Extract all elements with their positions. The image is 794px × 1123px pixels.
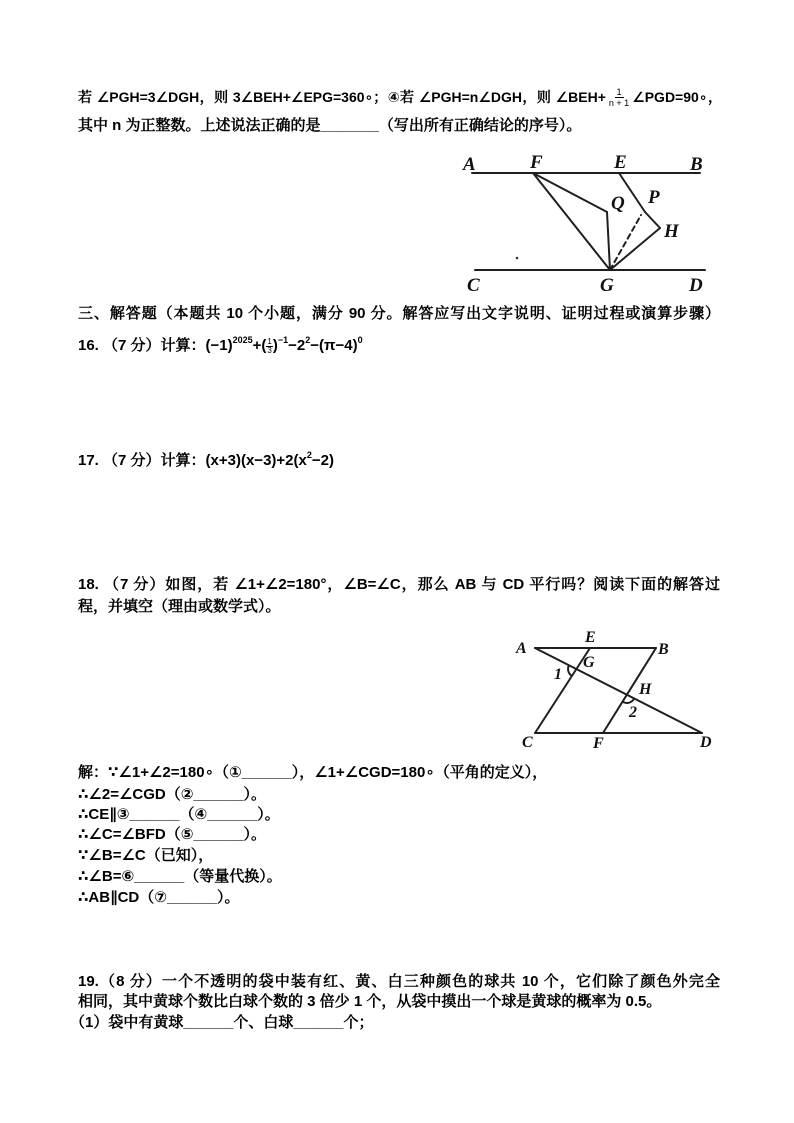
q16-term2-close: ) [272, 337, 278, 354]
q15-fraction [607, 87, 631, 108]
q16-term2-open: +( [252, 337, 267, 354]
point-label-q: Q [611, 193, 625, 214]
q17-label: 17. （7 分）计算： [78, 452, 206, 469]
solution-step-4: ∴∠C=∠BFD（⑤______）。 [78, 826, 267, 843]
point-label-c: C [467, 275, 480, 296]
q16-term4-base: −(π−4) [310, 337, 358, 354]
point-label-d: D [689, 275, 703, 296]
q17-expression-part1: (x+3)(x−3)+2(x [205, 452, 307, 469]
solution-step-6: ∴∠B=⑥______（等量代换）。 [78, 868, 282, 885]
q19-question-line2: 相同，其中黄球个数比白球个数的 3 倍少 1 个，从袋中摸出一个球是黄球的概率为 0.5。 [78, 993, 662, 1010]
q16-term1-exponent: 2025 [232, 335, 253, 345]
point-label-e: E [614, 152, 627, 173]
point-label-g: G [583, 654, 595, 671]
q15-statement-text: 若 ∠PGH=3∠DGH，则 3∠BEH+∠EPG=360∘；④若 ∠PGH=n∠DGH，则 ∠BEH+ [78, 89, 606, 105]
point-label-p: P [648, 187, 660, 208]
q16-term3-exponent: 2 [305, 335, 311, 345]
point-label-g: G [600, 275, 614, 296]
solution-step-3: ∴CE∥③______（④______）。 [78, 806, 280, 823]
angle-label-2: 2 [629, 704, 637, 721]
segment-ph [645, 212, 660, 228]
q16-line [78, 336, 363, 356]
q17-line [78, 451, 334, 471]
figure1-diagram [460, 148, 722, 300]
q16-label: 16. （7 分）计算： [78, 337, 206, 354]
point-label-c: C [522, 734, 533, 751]
q17-exponent: 2 [306, 450, 312, 460]
point-label-e: E [585, 629, 596, 646]
q16-term3-base: −2 [288, 337, 306, 354]
solution-step-1: 解：∵∠1+∠2=180∘（①______），∠1+∠CGD=180∘（平角的定义）， [78, 764, 548, 781]
q15-statement-tail: ∠PGD=90∘， [632, 89, 722, 105]
segment-ec [535, 648, 590, 733]
q16-term4-exponent: 0 [357, 335, 363, 345]
point-label-b: B [658, 641, 669, 658]
q16-fraction-denominator: 3 [267, 345, 272, 355]
q16-fraction-numerator: 1 [267, 336, 272, 346]
segment-fg [533, 173, 610, 270]
q18-question-line2: 程，并填空（理由或数学式）。 [78, 598, 281, 615]
point-label-d: D [700, 734, 712, 751]
segment-ad [535, 648, 702, 733]
angle-label-1: 1 [554, 666, 562, 683]
dashed-segment-pg [610, 215, 641, 270]
q19-question-line1: 19.（8 分）一个不透明的袋中装有红、黄、白三种颜色的球共 10 个，它们除了颜色外完全 [78, 973, 720, 990]
segment-hg [610, 228, 660, 270]
solution-step-2: ∴∠2=∠CGD（②______）。 [78, 786, 267, 803]
figure2-diagram [512, 628, 720, 756]
fraction-numerator: 1 [616, 86, 622, 97]
q15-answer-prompt: 其中 n 为正整数。上述说法正确的是_______（写出所有正确结论的序号）。 [78, 117, 582, 134]
q16-term1-base: (−1) [205, 337, 233, 354]
segment-fq [533, 173, 607, 212]
fraction-denominator: n + 1 [608, 97, 630, 108]
point-label-a: A [463, 154, 476, 175]
segment-qg [607, 212, 610, 270]
point-label-f: F [530, 152, 543, 173]
point-label-b: B [690, 154, 703, 175]
point-label-f: F [593, 735, 604, 752]
q16-term2-exponent: −1 [277, 335, 289, 345]
stray-dot [516, 257, 519, 260]
section-heading: 三、解答题（本题共 10 个小题，满分 90 分。解答应写出文字说明、证明过程或演算步骤） [78, 305, 720, 322]
q15-statement-line [78, 87, 722, 107]
q17-expression-part2: −2) [311, 452, 334, 469]
point-label-h: H [664, 221, 679, 242]
solution-step-5: ∵∠B=∠C（已知）， [78, 847, 214, 864]
q19-part1: （1）袋中有黄球______个、白球______个； [70, 1014, 374, 1031]
solution-step-7: ∴AB∥CD（⑦______）。 [78, 889, 240, 906]
point-label-a: A [516, 640, 527, 657]
point-label-h: H [639, 681, 652, 698]
q18-question-line1: 18. （7 分）如图，若 ∠1+∠2=180°，∠B=∠C，那么 AB 与 CD 平行吗？阅读下面的解答过 [78, 576, 720, 593]
